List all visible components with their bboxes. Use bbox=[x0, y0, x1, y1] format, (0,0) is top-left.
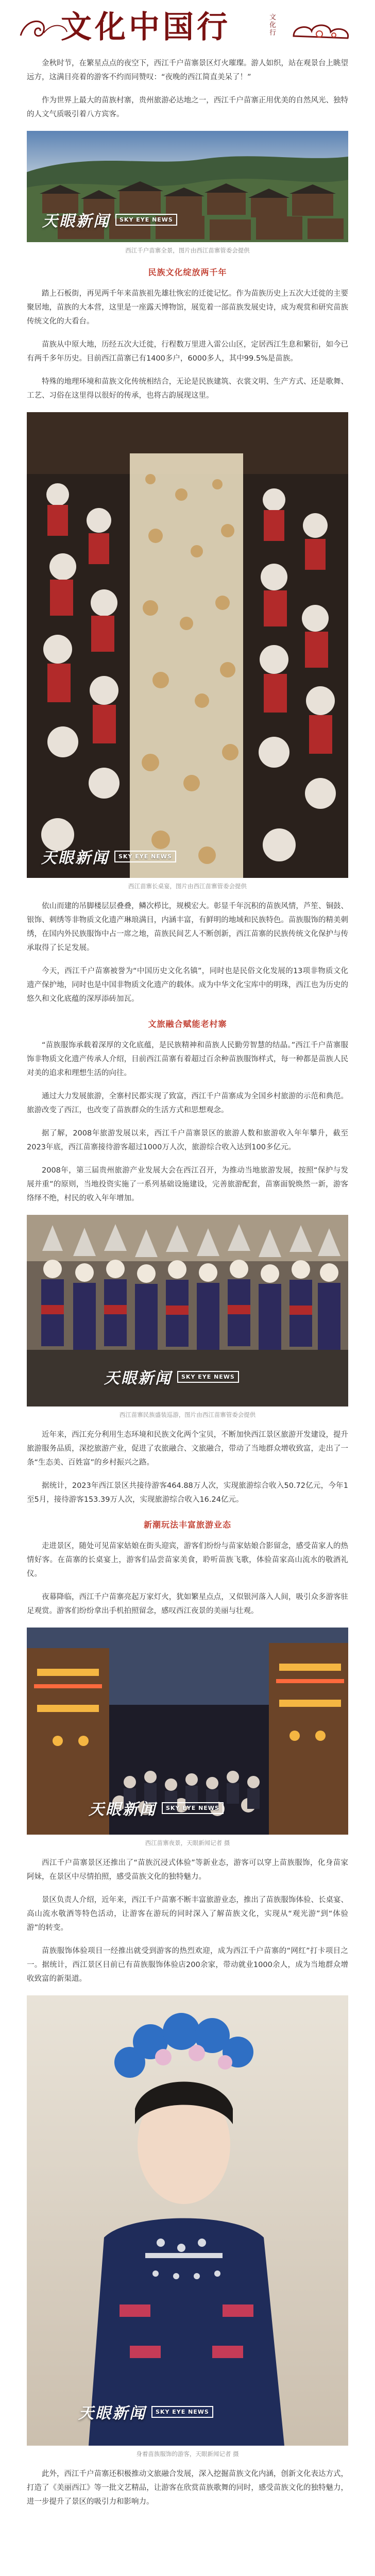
paragraph: 西江千户苗寨景区还推出了“苗族沉浸式体验”等新业态，游客可以穿上苗族服饰，化身苗家阿妹，在景区中尽情拍照，感受苗族文化的独特魅力。 bbox=[27, 1859, 348, 1881]
header-seal: 文化行 bbox=[268, 13, 276, 37]
figure-costumes bbox=[27, 1215, 348, 1419]
paragraph: 金秋时节，在繁星点点的夜空下，西江千户苗寨景区灯火璀璨。游人如织，站在观景台上眺望远方，这满目亮着的游客不约而同赞叹：“夜晚的西江简直美呆了！” bbox=[27, 59, 348, 81]
paragraph: 景区负责人介绍，近年来，西江千户苗寨不断丰富旅游业态，推出了苗族服饰体验、长桌宴、高山流水敬酒等特色活动，让游客在游玩的同时深入了解苗族文化，实现从“观光游”到“体验游”的转变。 bbox=[27, 1896, 348, 1932]
figure-panorama bbox=[27, 131, 348, 255]
brand-watermark bbox=[89, 1797, 224, 1819]
section-title: 文旅融合赋能老村寨 bbox=[148, 1019, 227, 1029]
paragraph: 苗族服饰体验项目一经推出就受到游客的热烈欢迎，成为西江千户苗寨的“网红”打卡项目之一。据统计，西江景区目前已有苗族服饰体验店200余家，带动就业1000余人，成为当地群众增收致富的新渠道。 bbox=[27, 1947, 348, 1983]
header-title: 文化中国行 bbox=[61, 9, 231, 45]
brand-sub: SKY EYE NEWS bbox=[114, 851, 176, 862]
long-table-banquet-image bbox=[27, 412, 348, 878]
brand-name: 天眼新闻 bbox=[104, 1369, 172, 1387]
paragraph: 此外，西江千户苗寨还积极推动文旅融合发展，深入挖掘苗族文化内涵，创新文化表达方式，打造了《美丽西江》等一批文艺精品，让游客在欣赏苗族歌舞的同时，感受苗族文化的独特魅力，进一步提升了景区的吸引力和影响力。 bbox=[27, 2470, 348, 2506]
paragraph: 走进景区，随处可见苗家姑娘在街头迎宾，游客们纷纷与苗家姑娘合影留念，感受苗家人的热情好客。在苗寨的长桌宴上，游客们品尝苗家美食，聆听苗族飞歌，体验苗家高山流水的敬酒礼仪。 bbox=[27, 1542, 348, 1578]
costume-portrait-image bbox=[27, 1995, 348, 2446]
paragraph: 苗族从中原大地，历经五次大迁徙，行程数万里进入雷公山区，定居西江生息和繁衍，如今已有两千多年历史。目前西江苗寨已有1400多户，6000多人，其中99.5%是苗族。 bbox=[27, 341, 348, 363]
brand-watermark bbox=[42, 208, 177, 231]
brand-sub: SKY EYE NEWS bbox=[115, 214, 177, 226]
paragraph: 依山而建的吊脚楼层层叠叠，鳞次栉比，规模宏大。彰显千年沉积的苗族风情，芦笙、铜鼓、银饰、刺绣等非物质文化遗产琳琅满目，内涵丰富，有鲜明的地域和民族特色。苗族服饰的精美刺绣，在国内外民族服饰中占一席之地，苗族民间艺人不断创新，西江苗寨的民族传统文化保护与传承取得了长足发展。 bbox=[27, 902, 348, 952]
night-street-photo bbox=[27, 1628, 348, 1835]
caption: 西江苗寨夜景，天眼新闻记者 摄 bbox=[145, 1839, 230, 1846]
caption: 西江苗寨民族盛装巡游，图片由西江苗寨管委会提供 bbox=[119, 1411, 256, 1418]
brand-name: 天眼新闻 bbox=[42, 212, 110, 230]
brand-sub: SKY EYE NEWS bbox=[162, 1802, 224, 1814]
paragraph: 特殊的地理环境和苗族文化传统相结合，无论是民族建筑、衣裳文明、生产方式、还是歌舞、工艺、习俗在这里得以很好的传承，也将古韵展现这里。 bbox=[27, 378, 348, 400]
figure-night-street bbox=[27, 1628, 348, 1847]
paragraph: 作为世界上最大的苗族村寨，贵州旅游必达地之一，西江千户苗寨正用优美的自然风光、独特的人文气质吸引着八方宾客。 bbox=[27, 96, 348, 118]
costume-photo bbox=[27, 1215, 348, 1406]
paragraph: “苗族服饰承载着深厚的文化底蕴，是民族精神和苗族人民勤劳智慧的结晶。”西江千户苗寨服饰非物质文化遗产传承人介绍，目前西江苗寨有着超过百余种苗族服饰样式，每一种都是苗族人民对美的追求和理想生活的向往。 bbox=[27, 1041, 348, 1077]
brand-watermark bbox=[41, 845, 176, 868]
brand-name: 天眼新闻 bbox=[78, 2404, 146, 2422]
figure-portrait bbox=[27, 1995, 348, 2458]
section-title: 民族文化绽放两千年 bbox=[148, 267, 227, 277]
article-body bbox=[0, 57, 375, 2509]
header bbox=[0, 0, 375, 57]
brand-sub: SKY EYE NEWS bbox=[177, 1371, 239, 1383]
portrait-photo bbox=[27, 1995, 348, 2446]
paragraph: 2008年，第三届贵州旅游产业发展大会在西江召开，为推动当地旅游发展，按照“保护与发展并重”的原则，当地投资实施了一系列基础设施建设，完善旅游配套，苗寨面貌焕然一新，游客络绎不绝，村民的收入年年增加。 bbox=[27, 1166, 348, 1202]
caption: 西江苗寨长桌宴，图片由西江苗寨管委会提供 bbox=[128, 883, 247, 890]
caption: 西江千户苗寨全景，图片由西江苗寨管委会提供 bbox=[125, 247, 250, 254]
brand-name: 天眼新闻 bbox=[41, 849, 109, 867]
cloud-ornament-icon bbox=[288, 15, 355, 46]
brand-sub: SKY EYE NEWS bbox=[151, 2406, 213, 2418]
brand-name: 天眼新闻 bbox=[89, 1801, 157, 1819]
paragraph: 通过大力发展旅游，全寨村民都实现了致富，西江千户苗寨成为全国乡村旅游的示范和典范。旅游改变了西江，也改变了苗族群众的生活方式和思想观念。 bbox=[27, 1092, 348, 1114]
paragraph: 近年来，西江充分利用生态环境和民族文化两个宝贝，不断加快西江景区旅游开发建设，提升旅游服务品质，深挖旅游产业，促进了农旅融合、文旅融合，带动了当地群众增收致富，走出了一条“生态美、百姓富”的乡村振兴之路。 bbox=[27, 1431, 348, 1467]
paragraph: 踏上石板街，再见两千年来苗族祖先雄壮恢宏的迁徙记忆。作为苗族历史上五次大迁徙的主要聚居地，苗族的大本营，这里是一座露天博物馆，展览着一部苗族发展史诗，成为观赏和研究苗族传统文化的大看台。 bbox=[27, 290, 348, 326]
brand-watermark bbox=[78, 2400, 213, 2423]
paragraph: 据了解，2008年旅游发展以来，西江千户苗寨景区的旅游人数和旅游收入年年攀升，截至2023年底，西江苗寨接待游客超过1000万人次，旅游综合收入达到100多亿元。 bbox=[27, 1129, 348, 1151]
paragraph: 夜幕降临，西江千户苗寨亮起万家灯火，犹如繁星点点，又似银河落入人间，吸引众多游客驻足观赏。游客们纷纷拿出手机拍照留念，感叹西江夜景的美丽与壮观。 bbox=[27, 1593, 348, 1615]
brand-watermark bbox=[104, 1365, 239, 1388]
paragraph: 据统计，2023年西江景区共接待游客464.88万人次，实现旅游综合收入50.72亿元，今年1至5月，接待游客153.39万人次，实现旅游综合收入16.24亿元。 bbox=[27, 1482, 348, 1504]
banquet-photo bbox=[27, 412, 348, 878]
panorama-photo bbox=[27, 131, 348, 242]
paragraph: 今天，西江千户苗寨被誉为“中国历史文化名镇”，同时也是民俗文化发展的13项非物质文化遗产保护地，同时也是中国非物质文化遗产的载体。成为中华文化宝库中的明珠，西江也为历史的悠久和文化底蕴的深厚添砖加瓦。 bbox=[27, 967, 348, 1003]
section-title: 新潮玩法丰富旅游业态 bbox=[143, 1520, 231, 1530]
figure-banquet bbox=[27, 412, 348, 890]
caption: 身着苗族服饰的游客，天眼新闻记者 摄 bbox=[136, 2450, 239, 2458]
